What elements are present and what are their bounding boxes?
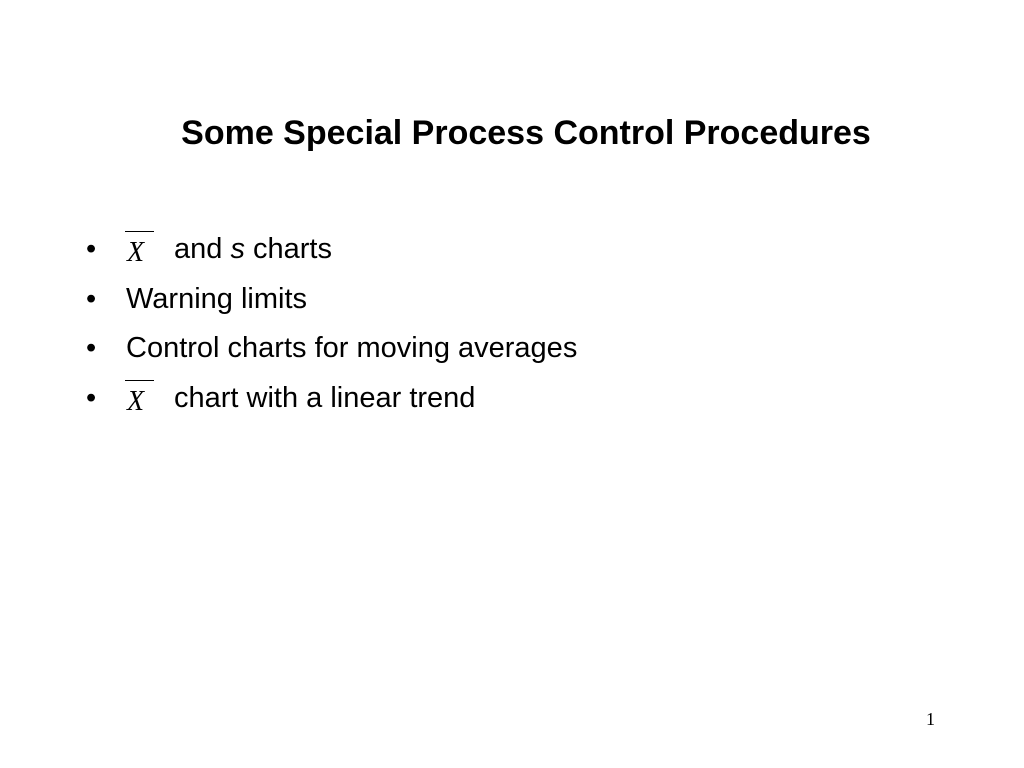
slide-title: Some Special Process Control Procedures — [181, 114, 871, 152]
bullet-text-italic-s: s — [230, 233, 245, 265]
bullet-icon: • — [86, 233, 97, 265]
x-bar-symbol — [126, 375, 174, 421]
overline — [125, 380, 154, 381]
x-bar-letter: X — [127, 385, 145, 417]
bullet-icon: • — [86, 332, 97, 364]
bullet-text-after: charts — [244, 233, 332, 265]
bullet-text-main: chart with a linear trend — [174, 381, 476, 414]
x-bar-letter: X — [127, 237, 145, 268]
bullet-icon: • — [86, 282, 97, 315]
bullet-text — [126, 226, 332, 272]
page-number: 1 — [926, 709, 935, 729]
bullet-text — [126, 375, 475, 421]
bullet-icon: • — [86, 381, 97, 414]
x-bar-symbol — [126, 226, 174, 272]
bullet-text: Control charts for moving averages — [126, 332, 578, 364]
overline — [125, 231, 154, 232]
bullet-text: Warning limits — [126, 282, 308, 315]
bullet-text-before: and — [174, 233, 231, 265]
